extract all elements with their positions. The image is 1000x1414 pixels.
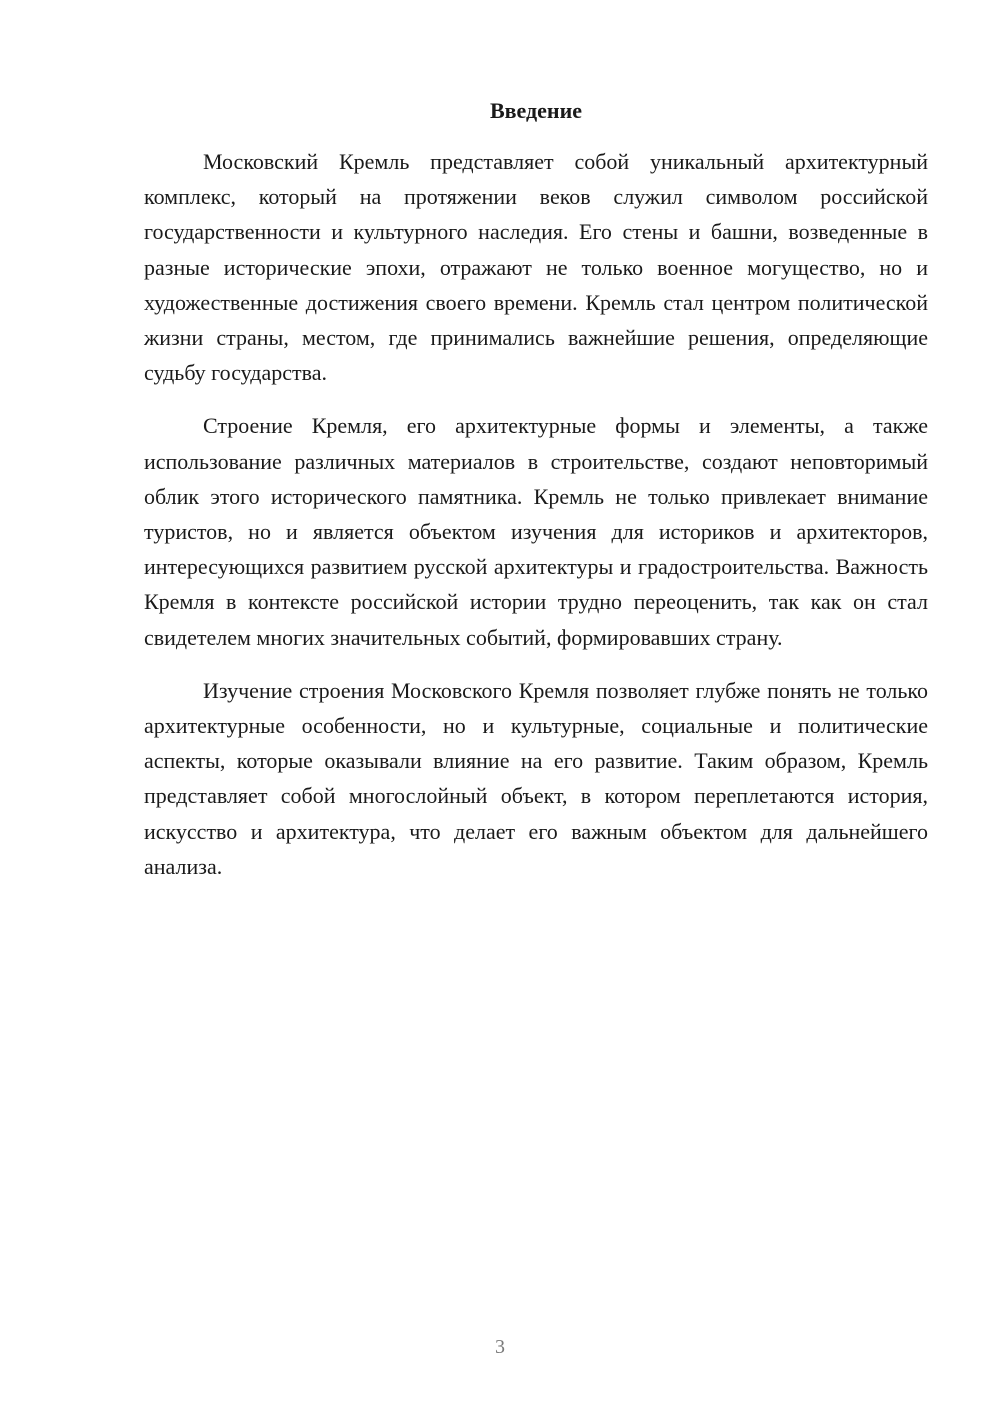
page-number: 3 xyxy=(495,1336,505,1358)
section-heading: Введение xyxy=(489,98,583,123)
paragraph-1: Московский Кремль представляет собой уникальный архитектурный комплекс, который на протяжении веков служил символом российской государственности и культурного наследия. Его стены и башни, возведенные в разные исторические эпохи, отражают не только военное могущество, но и художественные достижения своего времени. Кремль стал центром политической жизни страны, местом, где принимались важнейшие решения, определяющие судьбу государства. xyxy=(144,149,928,386)
page-content xyxy=(144,94,928,902)
paragraph-3: Изучение строения Московского Кремля позволяет глубже понять не только архитектурные особенности, но и культурные, социальные и политические аспекты, которые оказывали влияние на его развитие. Таким образом, Кремль представляет собой многослойный объект, в котором переплетаются история, искусство и архитектура, что делает его важным объектом для дальнейшего анализа. xyxy=(144,677,928,879)
paragraph-2: Строение Кремля, его архитектурные формы и элементы, а также использование различных материалов в строительстве, создают неповторимый облик этого исторического памятника. Кремль не только привлекает внимание туристов, но и является объектом изучения для историков и архитекторов, интересующихся развитием русской архитектуры и градостроительства. Важность Кремля в контексте российской истории трудно переоценить, так как он стал свидетелем многих значительных событий, формировавших страну. xyxy=(144,413,928,650)
